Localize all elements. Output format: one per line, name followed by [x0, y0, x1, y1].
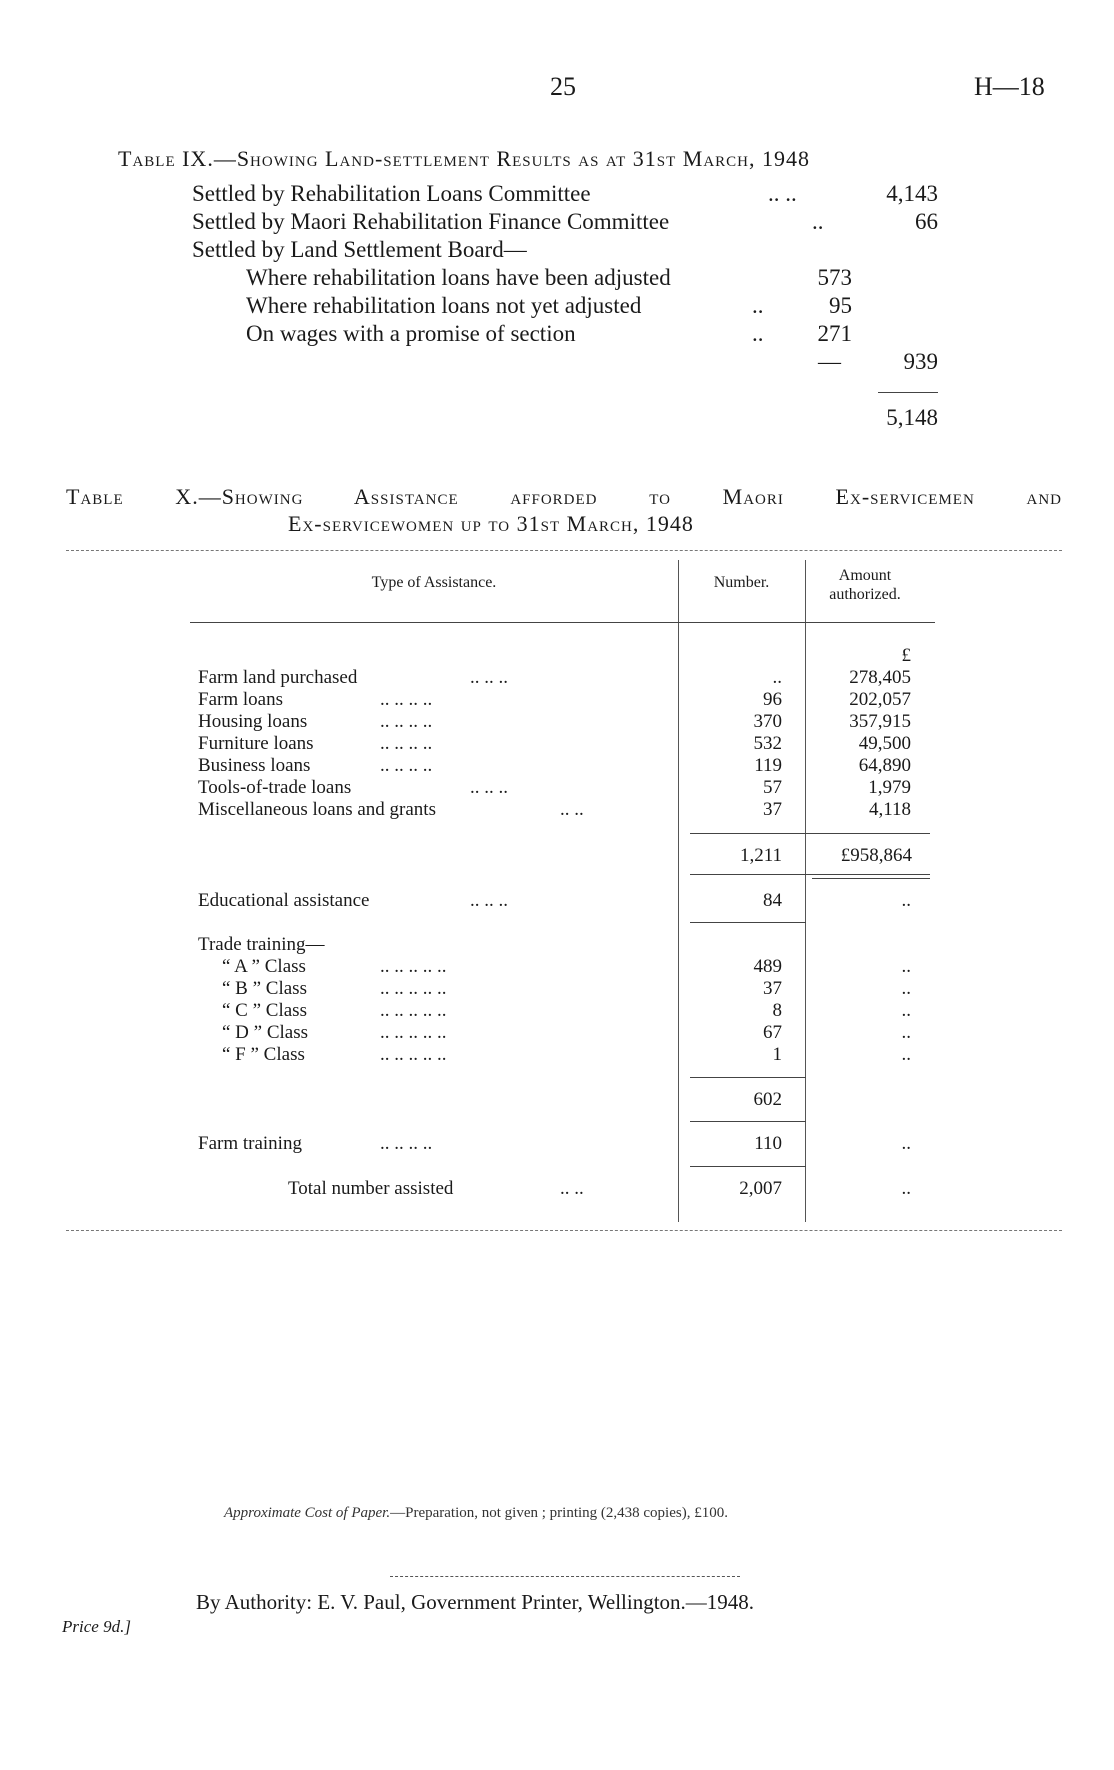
total-assisted-leader: .. ..	[560, 1178, 584, 1199]
row-amount: ..	[901, 1022, 911, 1043]
row-amount: ..	[901, 956, 911, 977]
column-header-type: Type of Assistance.	[371, 574, 497, 591]
row-number: ..	[772, 667, 782, 688]
row-label: Tools-of-trade loans	[198, 777, 352, 798]
row-leader: .. ..	[560, 799, 584, 820]
row-label: “ B ” Class	[222, 978, 307, 999]
page-number: 25	[550, 72, 576, 101]
row-leader: .. .. .. .. ..	[380, 978, 447, 999]
row-number: 57	[763, 777, 782, 798]
table-10-title-line-2: Ex-servicewomen up to 31st March, 1948	[288, 511, 694, 536]
row-label: “ D ” Class	[222, 1022, 309, 1043]
price: Price 9d.]	[62, 1617, 131, 1636]
table-10-top-rule	[66, 550, 1062, 551]
row-leader: .. .. .. .. ..	[380, 1000, 447, 1021]
row-label: “ C ” Class	[222, 1000, 307, 1021]
row-leader: .. .. .. ..	[380, 755, 433, 776]
currency-symbol: £	[901, 645, 911, 666]
row-label: Furniture loans	[198, 733, 314, 754]
table-9-row-total: 4,143	[886, 181, 938, 206]
educational-rule	[690, 922, 806, 923]
row-leader: .. .. .. .. ..	[380, 1044, 447, 1065]
trade-heading: Trade training—	[198, 934, 325, 955]
trade-total-number: 602	[753, 1089, 782, 1110]
row-leader: .. .. .. ..	[380, 711, 433, 732]
row-number: 370	[753, 711, 782, 732]
educational-number: 84	[763, 890, 782, 911]
farm-training-rule	[690, 1166, 806, 1167]
trade-total-rule	[690, 1121, 806, 1122]
table-9-subrow-leader: ..	[752, 321, 764, 346]
row-label: Housing loans	[198, 711, 308, 732]
row-amount: ..	[901, 1044, 911, 1065]
trade-subtotal-rule	[690, 1077, 806, 1078]
row-number: 119	[754, 755, 782, 776]
row-leader: .. .. ..	[470, 777, 508, 798]
row-amount: ..	[901, 1000, 911, 1021]
row-number: 8	[772, 1000, 782, 1021]
table-9-subrow-leader: ..	[752, 293, 764, 318]
table-9-row-total: 66	[915, 209, 938, 234]
loans-total-double-rule	[812, 878, 930, 879]
farm-training-label: Farm training	[198, 1133, 302, 1154]
table-9-subrow-label: Where rehabilitation loans not yet adjusted	[246, 293, 642, 318]
column-header-number: Number.	[713, 574, 770, 591]
row-number: 1	[772, 1044, 782, 1065]
table-9-subrow-label: On wages with a promise of section	[246, 321, 576, 346]
educational-label: Educational assistance	[198, 890, 370, 911]
row-number: 489	[753, 956, 782, 977]
row-amount: 49,500	[858, 733, 911, 754]
table-9-subrow-value: 95	[829, 293, 852, 318]
row-amount: 1,979	[868, 777, 911, 798]
row-number: 37	[763, 799, 782, 820]
table-9-subtotal: 939	[903, 349, 938, 374]
educational-amount: ..	[901, 890, 911, 911]
column-header-amount: Amount authorized.	[829, 567, 901, 603]
row-label: “ A ” Class	[222, 956, 306, 977]
table-9-subrow-label: Where rehabilitation loans have been adjusted	[246, 265, 671, 290]
total-assisted-label: Total number assisted	[288, 1178, 454, 1199]
table-9-subrow-value: 271	[817, 321, 852, 346]
row-amount: ..	[901, 978, 911, 999]
loans-subtotal-rule	[690, 833, 930, 834]
document-reference: H—18	[974, 72, 1045, 101]
table-9-row-leader: ..	[812, 209, 824, 234]
table-9-row-label: Settled by Rehabilitation Loans Committee	[192, 181, 591, 206]
row-amount: 64,890	[858, 755, 911, 776]
farm-training-leader: .. .. .. ..	[380, 1133, 433, 1154]
table-10-column-divider	[805, 560, 806, 1222]
table-9-subtotal-dash: —	[818, 349, 841, 374]
table-10-column-divider	[678, 560, 679, 1222]
farm-training-number: 110	[754, 1133, 782, 1154]
table-9-total-rule	[878, 392, 938, 393]
table-10-header-rule	[190, 622, 935, 623]
educational-leader: .. .. ..	[470, 890, 508, 911]
row-leader: .. .. .. ..	[380, 733, 433, 754]
cost-note-text: —Preparation, not given ; printing (2,438 copies), £100.	[390, 1505, 728, 1521]
row-number: 532	[753, 733, 782, 754]
cost-note	[224, 1505, 728, 1522]
row-number: 96	[763, 689, 782, 710]
table-10-bottom-rule	[66, 1230, 1062, 1231]
table-9-row-leader: .. ..	[768, 181, 797, 206]
row-leader: .. .. ..	[470, 667, 508, 688]
row-label: Business loans	[198, 755, 311, 776]
row-amount: 4,118	[868, 799, 911, 820]
table-9-row-label: Settled by Land Settlement Board—	[192, 237, 527, 262]
row-label: “ F ” Class	[222, 1044, 305, 1065]
row-leader: .. .. .. .. ..	[380, 956, 447, 977]
printer-authority: By Authority: E. V. Paul, Government Printer, Wellington.—1948.	[196, 1590, 755, 1614]
row-label: Miscellaneous loans and grants	[198, 799, 436, 820]
row-number: 67	[763, 1022, 782, 1043]
row-label: Farm loans	[198, 689, 283, 710]
footer-rule	[390, 1576, 740, 1577]
loans-total-rule	[690, 874, 930, 875]
row-number: 37	[763, 978, 782, 999]
farm-training-amount: ..	[901, 1133, 911, 1154]
cost-note-label: Approximate Cost of Paper.	[224, 1505, 391, 1521]
row-amount: 202,057	[849, 689, 911, 710]
row-leader: .. .. .. .. ..	[380, 1022, 447, 1043]
row-amount: 278,405	[849, 667, 911, 688]
total-assisted-number: 2,007	[739, 1178, 782, 1199]
total-assisted-amount: ..	[901, 1178, 911, 1199]
table-9-grand-total: 5,148	[886, 405, 938, 430]
loans-total-number: 1,211	[739, 845, 782, 866]
table-9-subrow-value: 573	[817, 265, 852, 290]
row-leader: .. .. .. ..	[380, 689, 433, 710]
loans-total-amount: £958,864	[840, 845, 912, 866]
table-10-title-line-1: Table X.—Showing Assistance afforded to Maori Ex-servicemen and	[66, 484, 1062, 509]
row-amount: 357,915	[849, 711, 911, 732]
table-9-title: Table IX.—Showing Land-settlement Results as at 31st March, 1948	[118, 146, 810, 171]
table-9-row-label: Settled by Maori Rehabilitation Finance Committee	[192, 209, 670, 234]
row-label: Farm land purchased	[198, 667, 358, 688]
